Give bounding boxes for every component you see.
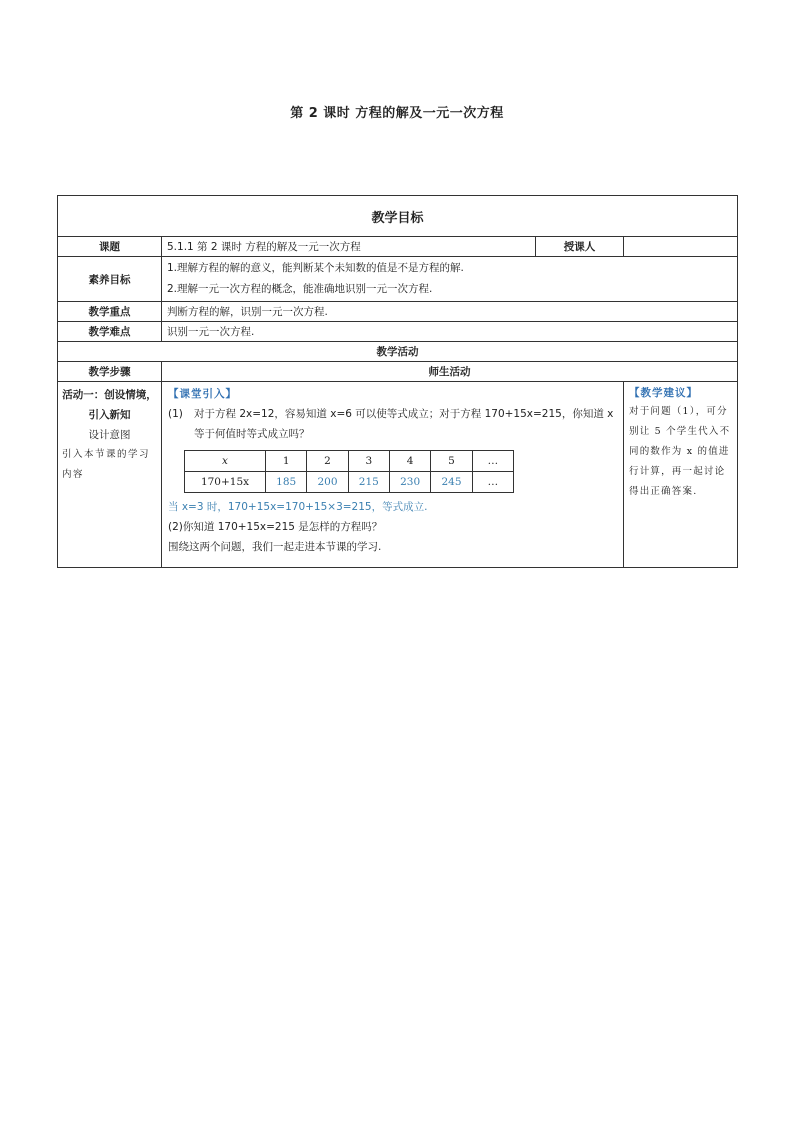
- topic-label: 课题: [58, 237, 162, 257]
- activities-header: 教学活动: [58, 342, 738, 362]
- suggestion-tag: 【教学建议】: [629, 387, 698, 399]
- values-table-row: [185, 472, 514, 493]
- values-table-cell: 200: [307, 472, 348, 493]
- difficulty-value: 识别一元一次方程.: [162, 322, 738, 342]
- values-table: [184, 450, 514, 493]
- values-table-header-row: [185, 451, 514, 472]
- values-table-cell: x: [185, 451, 266, 472]
- section-header: 教学目标: [58, 196, 738, 237]
- teacher-label: 授课人: [536, 237, 624, 257]
- question-1-number: (1): [168, 408, 183, 420]
- literacy-label: 素养目标: [58, 257, 162, 302]
- values-table-cell: 170+15x: [185, 472, 266, 493]
- difficulty-label: 教学难点: [58, 322, 162, 342]
- literacy-goals: [162, 257, 738, 302]
- values-table-cell: 3: [348, 451, 389, 472]
- activity1-cell: [58, 382, 162, 568]
- design-label: 设计意图: [88, 429, 131, 441]
- values-table-cell: 245: [431, 472, 472, 493]
- values-table-cell: 215: [348, 472, 389, 493]
- activity1-content: [162, 382, 624, 568]
- question-2: (2)你知道 170+15x=215 是怎样的方程吗？: [168, 521, 383, 533]
- answer-line: 当 x=3 时，170+15x=170+15×3=215，等式成立.: [168, 501, 428, 513]
- lesson-plan-table: [57, 195, 738, 568]
- page-title: 第 2 课时 方程的解及一元一次方程: [290, 106, 504, 121]
- teacher-value: [624, 237, 738, 257]
- class-intro-tag: 【课堂引入】: [168, 388, 237, 400]
- topic-value: 5.1.1 第 2 课时 方程的解及一元一次方程: [162, 237, 536, 257]
- literacy-goal-1: 1.理解方程的解的意义，能判断某个未知数的值是不是方程的解.: [167, 262, 464, 274]
- activity1-title: 活动一：创设情境，引入新知: [62, 389, 157, 421]
- values-table-cell: …: [472, 451, 513, 472]
- suggestion-text: 对于问题（1），可分别让 5 个学生代入不同的数作为 x 的值进行计算，再一起讨论得出正确答案.: [629, 406, 731, 497]
- teacher-student-label: 师生活动: [162, 362, 738, 382]
- values-table-cell: 2: [307, 451, 348, 472]
- suggestion-cell: [624, 382, 738, 568]
- values-table-cell: 5: [431, 451, 472, 472]
- values-table-cell: 230: [389, 472, 430, 493]
- literacy-goal-2: 2.理解一元一次方程的概念，能准确地识别一元一次方程.: [167, 283, 433, 295]
- question-1-text: 对于方程 2x=12，容易知道 x=6 可以使等式成立；对于方程 170+15x=215，你知道 x 等于何值时等式成立吗？: [194, 408, 614, 440]
- key-value: 判断方程的解，识别一元一次方程.: [162, 302, 738, 322]
- question-1: [168, 404, 617, 444]
- values-table-cell: …: [472, 472, 513, 493]
- closing-line: 围绕这两个问题，我们一起走进本节课的学习.: [168, 541, 382, 553]
- key-label: 教学重点: [58, 302, 162, 322]
- values-table-cell: 1: [266, 451, 307, 472]
- values-table-cell: 185: [266, 472, 307, 493]
- steps-label: 教学步骤: [58, 362, 162, 382]
- design-text: 引入本节课的学习内容: [62, 449, 151, 480]
- values-table-cell: 4: [389, 451, 430, 472]
